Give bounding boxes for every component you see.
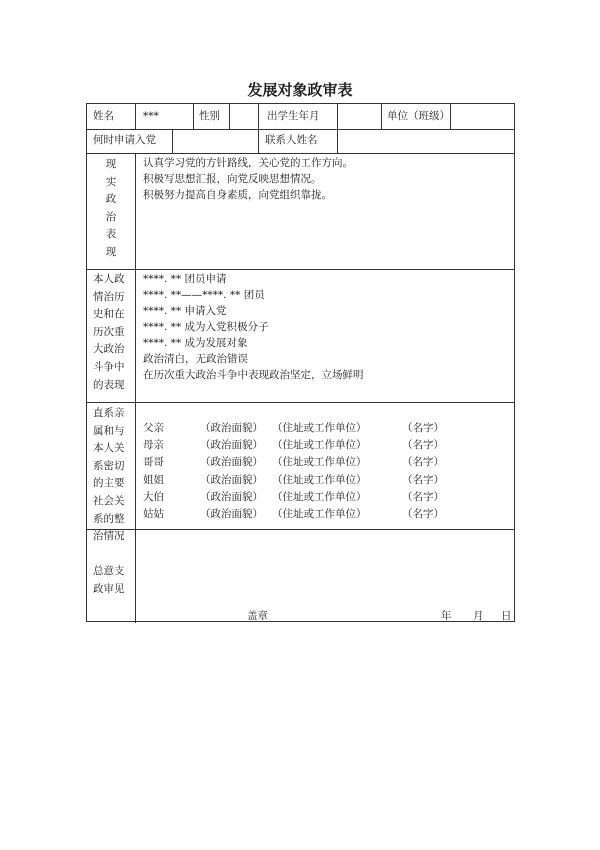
cell-divider (258, 104, 259, 129)
address-or-workplace: （住址或工作单位） (272, 422, 367, 434)
cell-divider (337, 104, 338, 129)
contact-name-label: 联系人姓名 (265, 134, 318, 146)
name-value: *** (143, 110, 159, 122)
label-line: 斗争中 (93, 360, 125, 373)
content-line: 认真学习党的方针路线，关心党的工作方向。 (143, 157, 353, 169)
relative-name: （名字） (402, 422, 444, 434)
content-line: ****. ** 团员申请 (143, 273, 227, 285)
relation: 母亲 (143, 439, 164, 452)
label-line: 的表现 (93, 378, 125, 391)
content-line: 积极努力提高自身素质，向党组织靠拢。 (143, 189, 332, 201)
review-form-table (86, 103, 515, 622)
date-day: 日 (501, 610, 512, 622)
label-line: 历次重 (93, 325, 125, 338)
political-performance-content (143, 155, 353, 203)
date-month: 月 (473, 610, 484, 622)
row-divider (87, 529, 514, 530)
label-column-divider (135, 153, 136, 623)
address-or-workplace: （住址或工作单位） (272, 456, 367, 469)
relatives-label (93, 405, 125, 546)
row-divider (87, 129, 514, 130)
cell-divider (381, 104, 382, 129)
cell-divider (337, 129, 338, 153)
label-line: 大政治 (93, 343, 125, 356)
relative-name: （名字） (402, 456, 444, 469)
row-divider (87, 402, 514, 403)
label-line: 本人政 (93, 273, 125, 285)
relation: 大伯 (143, 490, 164, 503)
form-title: 发展对象政审表 (247, 81, 353, 99)
label-char: 现 (105, 158, 117, 170)
stamp-label: 盖章 (247, 610, 268, 622)
political-performance-label (101, 156, 121, 262)
unit-class-label: 单位（班级） (387, 110, 450, 122)
birth-date-label: 出学生年月 (267, 110, 320, 122)
political-status: （政治面貌） (200, 456, 263, 469)
label-char: 实 (105, 175, 117, 188)
row-divider (87, 153, 514, 154)
address-or-workplace: （住址或工作单位） (272, 439, 367, 452)
cell-divider (258, 129, 259, 153)
label-line: 社会关 (93, 494, 125, 507)
label-line: 属和与 (93, 424, 125, 437)
history-label (93, 271, 125, 394)
label-line: 系的整 (93, 512, 125, 525)
label-line: 的主要 (93, 477, 125, 490)
name-label: 姓名 (93, 110, 114, 122)
history-content (143, 271, 364, 383)
relative-name: （名字） (402, 507, 444, 520)
address-or-workplace: （住址或工作单位） (272, 473, 367, 486)
label-char: 现 (105, 245, 117, 258)
gender-label: 性别 (199, 110, 220, 122)
political-status: （政治面貌） (200, 507, 263, 520)
relative-name: （名字） (402, 490, 444, 503)
relative-name: （名字） (402, 473, 444, 486)
apply-time-label: 何时申请入党 (93, 134, 156, 146)
relation: 姐姐 (143, 473, 164, 486)
label-line: 系密切 (93, 459, 125, 472)
date-year: 年 (441, 610, 452, 622)
label-char: 表 (105, 228, 117, 241)
review-opinion-label (93, 563, 125, 598)
label-line: 本人关 (93, 442, 125, 455)
label-char: 政 (105, 193, 117, 206)
content-line: 政治清白，无政治错误 (143, 353, 248, 365)
political-status: （政治面貌） (200, 490, 263, 503)
label-line: 史和在 (93, 308, 125, 321)
label-line: 情治历 (93, 290, 125, 303)
content-line: ****. ** 申请入党 (143, 305, 227, 317)
relative-name: （名字） (402, 439, 444, 452)
label-line: 直系亲 (93, 407, 125, 419)
content-line: 积极写思想汇报，向党反映思想情况。 (143, 173, 322, 185)
relation: 父亲 (143, 422, 164, 434)
label-line: 政审见 (93, 582, 125, 595)
cell-divider (229, 104, 230, 129)
address-or-workplace: （住址或工作单位） (272, 507, 367, 520)
address-or-workplace: （住址或工作单位） (272, 490, 367, 503)
cell-divider (172, 129, 173, 153)
content-line: ****. ** 成为发展对象 (143, 337, 248, 349)
content-line: ****. ** 成为入党积极分子 (143, 321, 269, 333)
relation: 哥哥 (143, 456, 164, 469)
cell-divider (193, 104, 194, 129)
political-status: （政治面貌） (200, 422, 263, 434)
content-line: ****. **——****. ** 团员 (143, 289, 265, 301)
relation: 姑姑 (143, 507, 164, 520)
cell-divider (450, 104, 451, 129)
content-line: 在历次重大政治斗争中表现政治坚定，立场鲜明 (143, 369, 364, 381)
label-char: 治 (105, 210, 117, 223)
label-line: 治情况 (93, 530, 125, 543)
cell-divider (135, 104, 136, 129)
label-line: 总意支 (93, 565, 125, 577)
row-divider (87, 269, 514, 270)
political-status: （政治面貌） (200, 473, 263, 486)
political-status: （政治面貌） (200, 439, 263, 452)
